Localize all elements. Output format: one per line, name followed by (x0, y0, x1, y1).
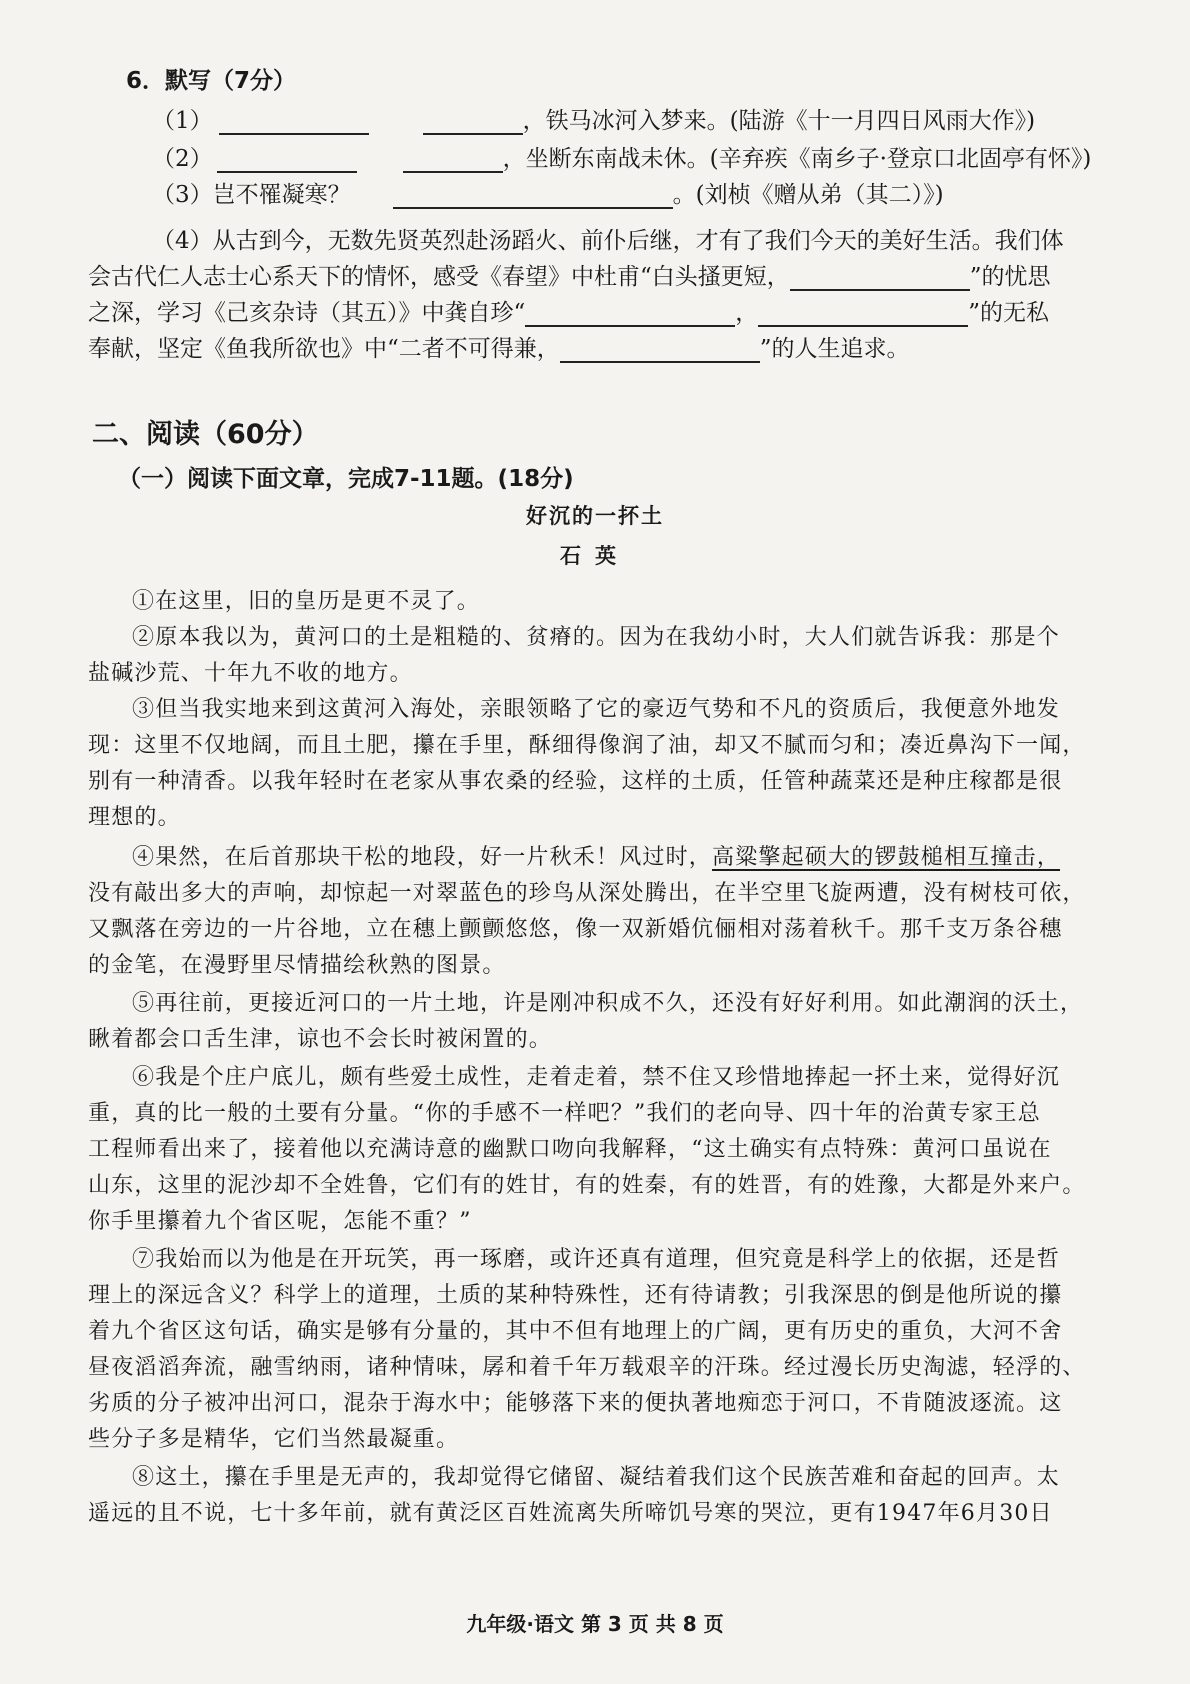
q6-item-3-blank[interactable] (393, 185, 673, 209)
article-line: ⑦我始而以为他是在开玩笑，再一琢磨，或许还真有道理，但究竟是科学上的依据，还是哲 (132, 1247, 1061, 1272)
article-line: 遥远的且不说，七十多年前，就有黄泛区百姓流离失所啼饥号寒的哭泣，更有1947年6月30日 (88, 1501, 1053, 1526)
article-line: ⑧这土，攥在手里是无声的，我却觉得它储留、凝结着我们这个民族苦难和奋起的回声。太 (132, 1465, 1061, 1490)
q6-item-4-blank-1[interactable] (790, 267, 970, 291)
article-line: 理想的。 (88, 805, 181, 830)
article-line: 你手里攥着九个省区呢，怎能不重？” (88, 1209, 472, 1234)
article-line: 现：这里不仅地阔，而且土肥，攥在手里，酥细得像润了油，却又不腻而匀和；凑近鼻沟下一闻， (88, 733, 1086, 758)
q6-item-4-text-b: ”的忧思 (969, 264, 1051, 290)
q6-item-1-text: ，铁马冰河入梦来。(陆游《十一月四日风雨大作》) (522, 108, 1036, 134)
q6-item-1-blank-b[interactable] (423, 111, 523, 135)
section-2-title: 二、阅读（60分） (92, 419, 319, 450)
q6-item-2-text: ，坐断东南战未休。(辛弃疾《南乡子·登京口北固亭有怀》) (502, 146, 1092, 172)
article-line: 些分子多是精华，它们当然最凝重。 (88, 1427, 460, 1452)
q6-item-4-blank-2[interactable] (525, 303, 735, 327)
article-line: 又飘落在旁边的一片谷地，立在穗上颤颤悠悠，像一双新婚伉俪相对荡着秋千。那千支万条谷穗 (88, 917, 1063, 942)
article-line-text: ④果然，在后首那块干松的地段，好一片秋禾！风过时， (132, 845, 713, 870)
article-line: 理上的深远含义？科学上的道理，土质的某种特殊性，还有待请教；引我深思的倒是他所说的攥 (88, 1283, 1063, 1308)
article-line: ①在这里，旧的皇历是更不灵了。 (132, 589, 481, 614)
article-line: 昼夜滔滔奔流，融雪纳雨，诸种情味，孱和着千年万载艰辛的汗珠。经过漫长历史淘滤，轻浮的、 (88, 1355, 1086, 1380)
article-line: 别有一种清香。以我年轻时在老家从事农桑的经验，这样的土质，任管种蔬菜还是种庄稼都是很 (88, 769, 1063, 794)
article-line: ⑥我是个庄户底儿，颇有些爱土成性，走着走着，禁不住又珍惜地捧起一抔土来，觉得好沉 (132, 1065, 1061, 1090)
article-line: ②原本我以为，黄河口的土是粗糙的、贫瘠的。因为在我幼小时，大人们就告诉我：那是个 (132, 625, 1061, 650)
section-2-part-1-instruction: （一）阅读下面文章，完成7-11题。(18分) (118, 466, 574, 492)
q6-item-4-line-3 (88, 294, 1049, 327)
q6-item-2-blank-b[interactable] (403, 149, 503, 173)
article-line: 的金笔，在漫野里尽情描绘秋熟的图景。 (88, 953, 506, 978)
article-line-with-underline (132, 840, 1060, 871)
question-6-title: 6．默写（7分） (126, 68, 297, 94)
q6-item-4-text-e: 奉献，坚定《鱼我所欲也》中“二者不可得兼， (88, 336, 560, 362)
article-line: 盐碱沙荒、十年九不收的地方。 (88, 661, 413, 686)
page-footer: 九年级·语文 第 3 页 共 8 页 (466, 1612, 724, 1636)
q6-item-4-text-d: ”的无私 (968, 300, 1050, 326)
article-line: ⑤再往前，更接近河口的一片土地，许是刚冲积成不久，还没有好好利用。如此潮润的沃土， (132, 991, 1084, 1016)
q6-item-1 (152, 102, 1035, 135)
q6-item-4-comma: ， (735, 300, 759, 326)
q6-item-4-text-a: 会古代仁人志士心系天下的情怀，感受《春望》中杜甫“白头搔更短， (88, 264, 790, 290)
q6-item-4-line-4 (88, 330, 910, 363)
q6-item-4-text-f: ”的人生追求。 (759, 336, 910, 362)
q6-item-3-number: （3） (152, 182, 213, 208)
q6-item-3-text: 。(刘桢《赠从弟（其二）》) (672, 182, 944, 208)
article-line: ③但当我实地来到这黄河入海处，亲眼领略了它的豪迈气势和不凡的资质后，我便意外地发 (132, 697, 1061, 722)
q6-item-2-number: （2） (152, 146, 213, 172)
q6-item-2-blank-a[interactable] (217, 149, 357, 173)
q6-item-2 (152, 140, 1091, 173)
q6-item-1-number: （1） (152, 108, 213, 134)
q6-item-4-line-2 (88, 258, 1051, 291)
article-author: 石英 (560, 543, 630, 568)
article-line: 瞅着都会口舌生津，谅也不会长时被闲置的。 (88, 1027, 553, 1052)
q6-item-1-blank-a[interactable] (219, 111, 369, 135)
q6-item-4-line-1: （4）从古到今，无数先贤英烈赴汤蹈火、前仆后继，才有了我们今天的美好生活。我们体 (152, 228, 1064, 254)
q6-item-4-text-c: 之深，学习《己亥杂诗（其五）》中龚自珍“ (88, 300, 526, 326)
article-title: 好沉的一抔土 (526, 503, 664, 528)
q6-item-4-blank-3[interactable] (758, 303, 968, 327)
article-line: 没有敲出多大的声响，却惊起一对翠蓝色的珍鸟从深处腾出，在半空里飞旋两遭，没有树枝可依， (88, 881, 1086, 906)
article-line: 重，真的比一般的土要有分量。“你的手感不一样吧？”我们的老向导、四十年的治黄专家王总 (88, 1101, 1041, 1126)
article-line: 着九个省区这句话，确实是够有分量的，其中不但有地理上的广阔，更有历史的重负，大河不舍 (88, 1319, 1063, 1344)
article-line: 劣质的分子被冲出河口，混杂于海水中；能够落下来的便执著地痴恋于河口，不肯随波逐流。这 (88, 1391, 1063, 1416)
underlined-sentence: 高粱擎起硕大的锣鼓槌相互撞击， (712, 845, 1061, 870)
q6-item-3 (152, 176, 944, 209)
article-line: 工程师看出来了，接着他以充满诗意的幽默口吻向我解释，“这土确实有点特殊：黄河口虽说在 (88, 1137, 1052, 1162)
q6-item-3-prompt: 岂不罹凝寒？ (212, 182, 351, 208)
q6-item-4-blank-4[interactable] (560, 339, 760, 363)
article-line: 山东，这里的泥沙却不全姓鲁，它们有的姓甘，有的姓秦，有的姓晋，有的姓豫，大都是外来户。 (88, 1173, 1086, 1198)
